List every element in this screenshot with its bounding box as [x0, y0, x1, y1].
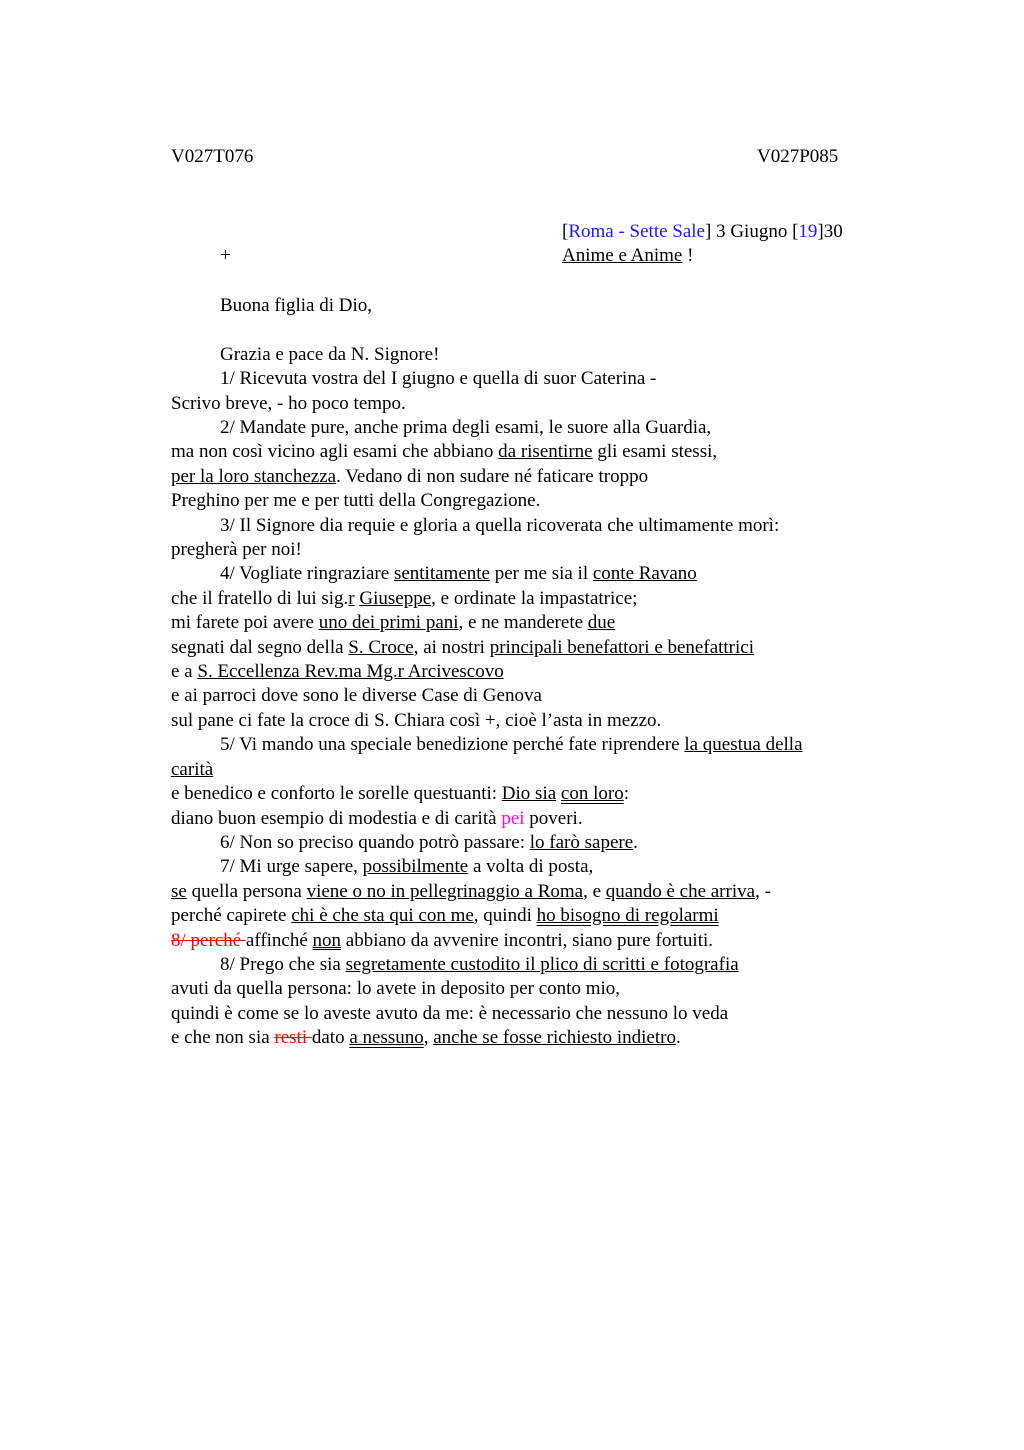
greeting: Grazia e pace da N. Signore! — [220, 343, 440, 365]
para5-line1: 5/ Vi mando una speciale benedizione perché fate riprendere la questua della — [220, 734, 803, 756]
para4-line2: che il fratello di lui sig.r Giuseppe, e ordinate la impastatrice; — [171, 587, 638, 609]
right-document-code: V027P085 — [757, 146, 839, 167]
deleted-text: 8/ perché — [171, 929, 246, 951]
para8-line2: avuti da quella persona: lo avete in deposito per conto mio, — [171, 978, 621, 1000]
para7-line2: se quella persona viene o no in pellegrinaggio a Roma, e quando è che arriva, - — [171, 880, 771, 902]
para1-line2: Scrivo breve, - ho poco tempo. — [171, 392, 406, 414]
para2-line1: 2/ Mandate pure, anche prima degli esami, le suore alla Guardia, — [220, 417, 712, 439]
left-document-code: V027T076 — [171, 146, 254, 167]
century: 19 — [798, 221, 818, 242]
motto: Anime e Anime ! — [562, 245, 694, 266]
para6-line1: 6/ Non so preciso quando potrò passare: lo farò sapere. — [220, 831, 638, 853]
para5-line4: diano buon esempio di modestia e di carità pei poveri. — [171, 807, 583, 829]
para8-line1: 8/ Prego che sia segretamente custodito il plico di scritti e fotografia — [220, 953, 739, 975]
para7-line3: perché capirete chi è che sta qui con me, quindi ho bisogno di regolarmi — [171, 905, 719, 927]
para4-line3: mi farete poi avere uno dei primi pani, e ne manderete due — [171, 612, 616, 634]
para1-line1: 1/ Ricevuta vostra del I giugno e quella di suor Caterina - — [220, 368, 657, 390]
para7-line1: 7/ Mi urge sapere, possibilmente a volta di posta, — [220, 856, 594, 878]
para4-line1: 4/ Vogliate ringraziare sentitamente per me sia il conte Ravano — [220, 563, 697, 585]
para2-line2: ma non così vicino agli esami che abbiano da risentirne gli esami stessi, — [171, 441, 718, 463]
letter-body — [171, 294, 871, 1051]
para2-line3: per la loro stanchezza. Vedano di non sudare né faticare troppo — [171, 465, 649, 487]
para4-line4: segnati dal segno della S. Croce, ai nostri principali benefattori e benefattrici — [171, 636, 755, 658]
dateline: [Roma - Sette Sale] 3 Giugno [19]30 — [562, 221, 843, 242]
salutation: Buona figlia di Dio, — [220, 295, 372, 316]
para3-line1: 3/ Il Signore dia requie e gloria a quella ricoverata che ultimamente morì: — [220, 514, 780, 536]
para3-line2: pregherà per noi! — [171, 539, 302, 561]
para5-line2: carità — [171, 758, 214, 780]
place-name: Roma - Sette Sale — [568, 221, 705, 242]
para7-line4: 8/ perché affinché non abbiano da avvenire incontri, siano pure fortuiti. — [171, 929, 714, 951]
para8-line3: quindi è come se lo aveste avuto da me: è necessario che nessuno lo veda — [171, 1002, 729, 1024]
para4-line6: e ai parroci dove sono le diverse Case di Genova — [171, 685, 542, 707]
para2-line4: Preghino per me e per tutti della Congregazione. — [171, 490, 541, 512]
deleted-text: resti — [274, 1027, 312, 1049]
para8-line4: e che non sia resti dato a nessuno, anche se fosse richiesto indietro. — [171, 1027, 681, 1049]
para4-line7: sul pane ci fate la croce di S. Chiara così +, cioè l’asta in mezzo. — [171, 709, 662, 731]
para4-line5: e a S. Eccellenza Rev.ma Mg.r Arcivescovo — [171, 661, 504, 683]
cross-mark: + — [220, 245, 231, 266]
para5-line3: e benedico e conforto le sorelle questuanti: Dio sia con loro: — [171, 783, 629, 805]
